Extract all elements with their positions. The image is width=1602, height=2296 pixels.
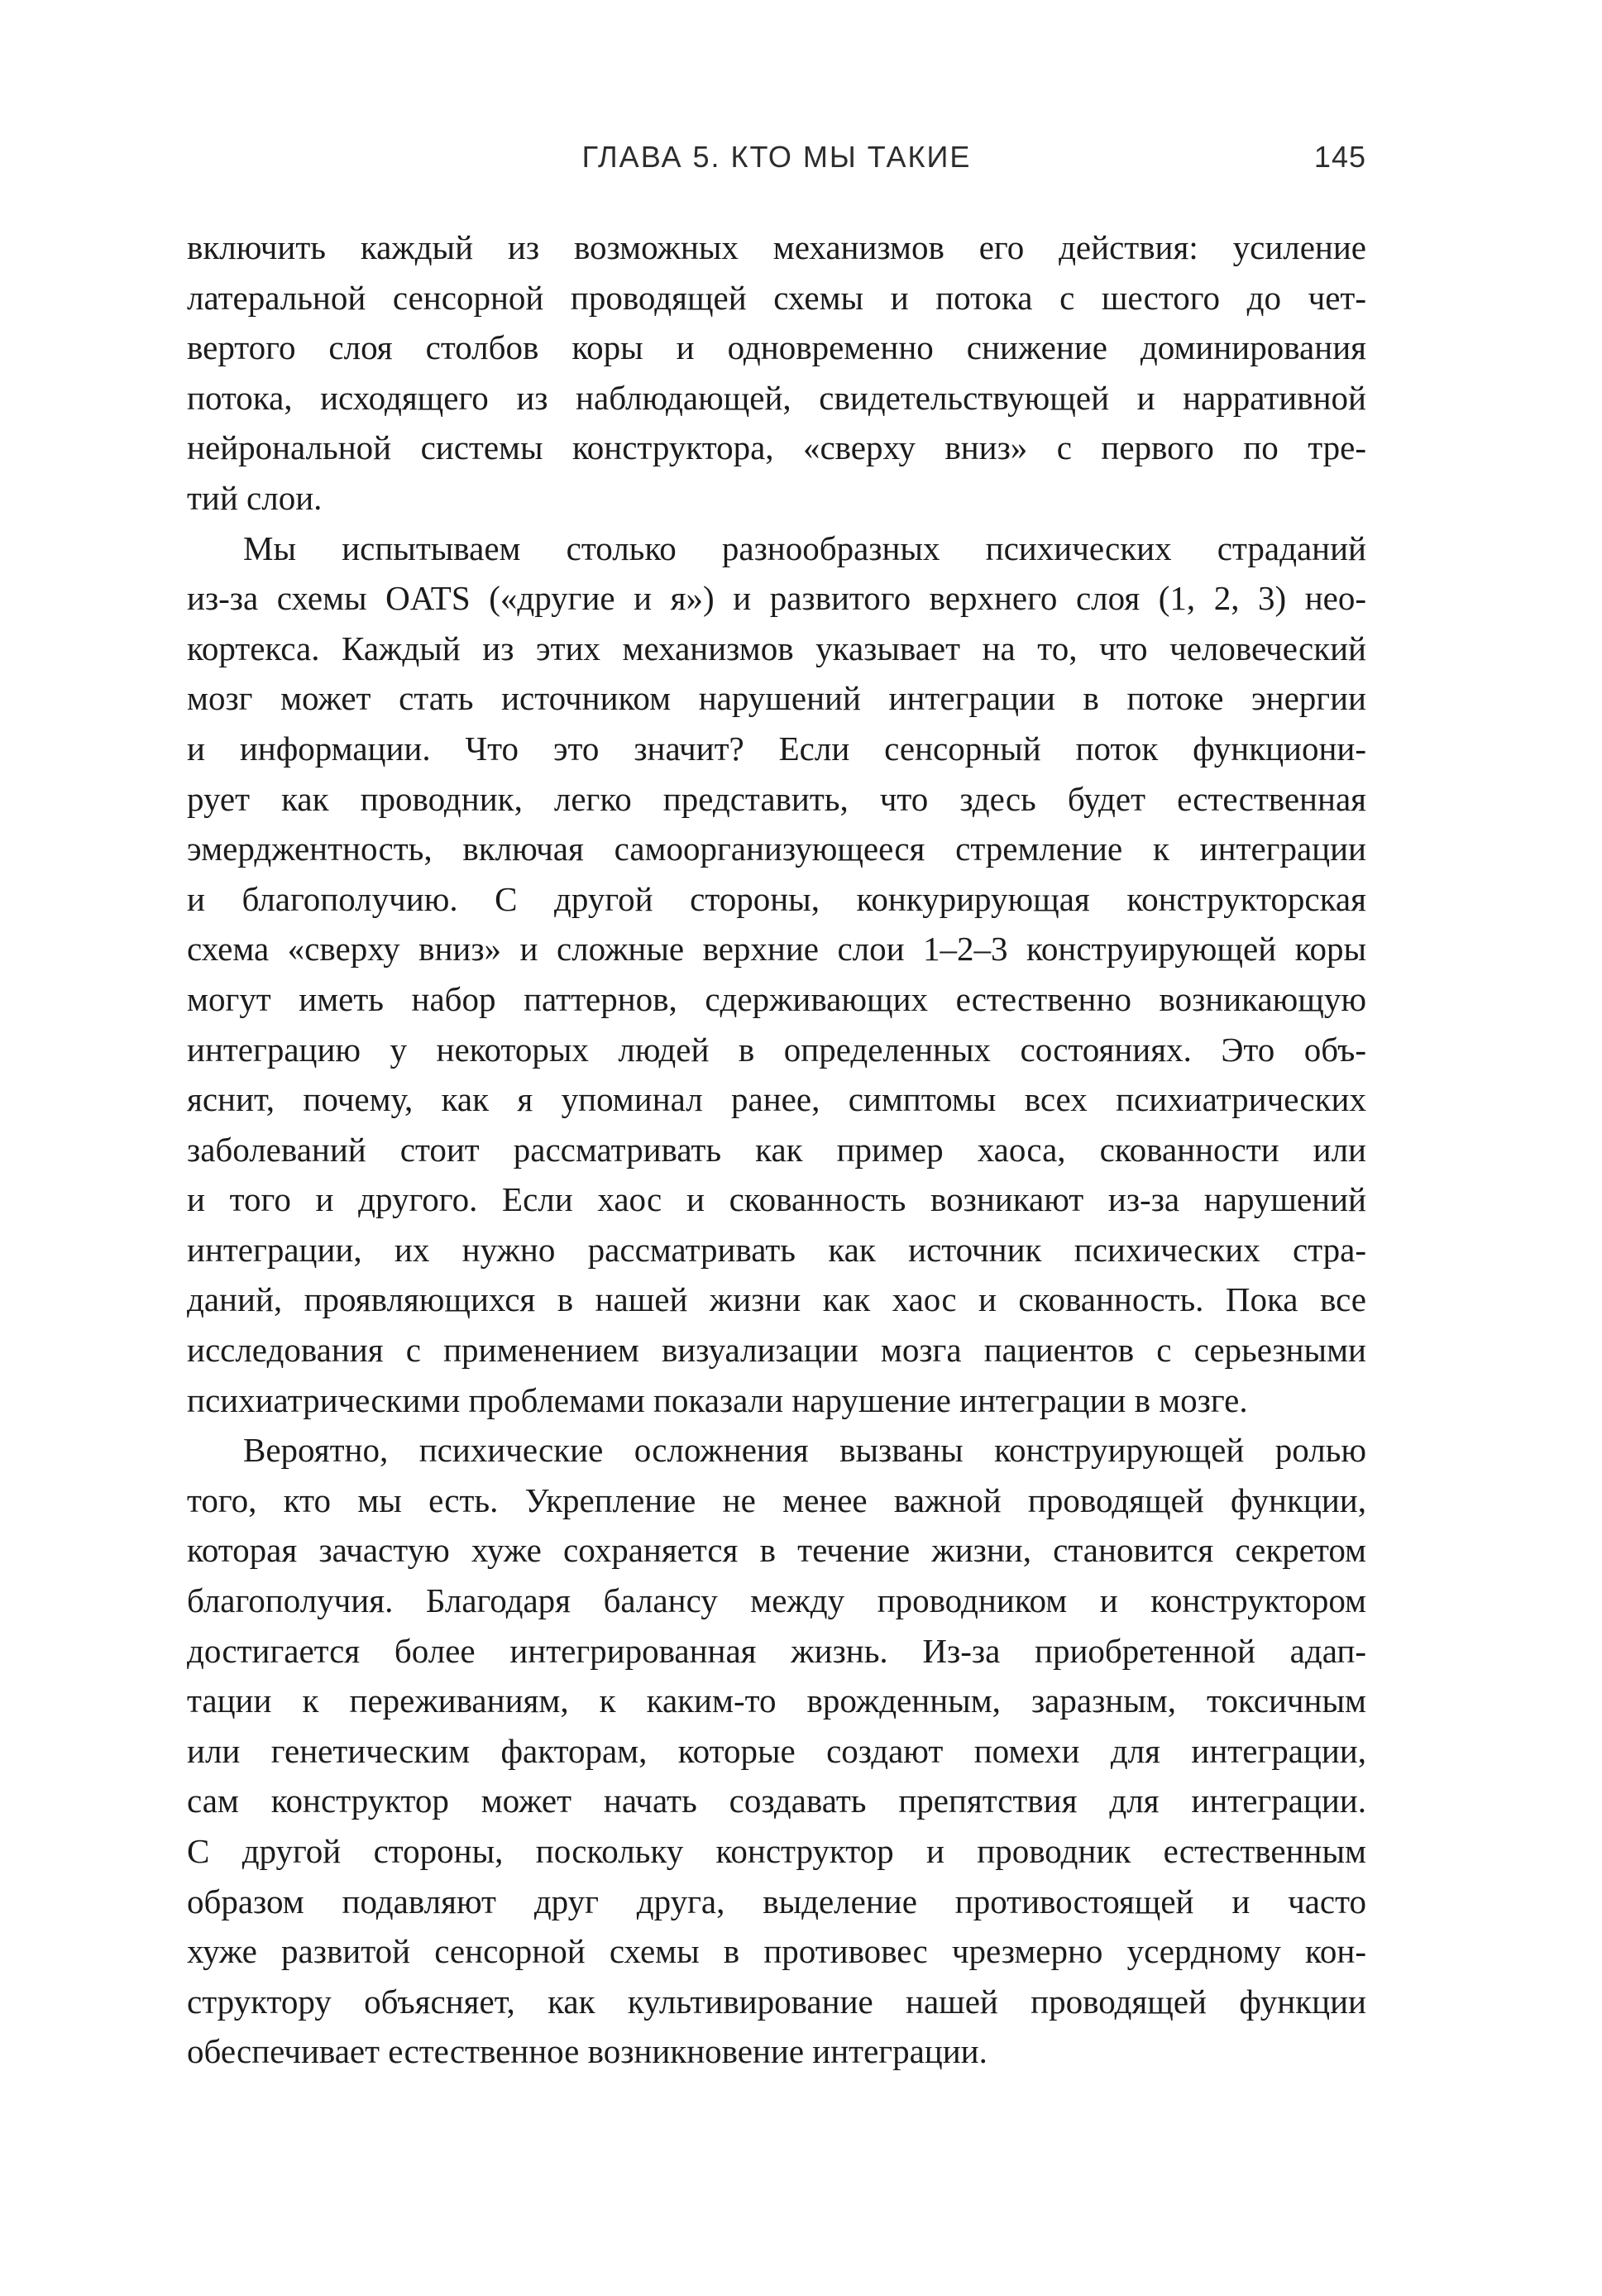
text-line: включить каждый из возможных механизмов его действия: усиление bbox=[187, 228, 1366, 266]
text-line: из-за схемы OATS («другие и я») и развитого верхнего слоя (1, 2, 3) нео- bbox=[187, 579, 1366, 618]
text-line: нейрональной системы конструктора, «сверху вниз» с первого по тре- bbox=[187, 428, 1366, 467]
text-line: вертого слоя столбов коры и одновременно снижение доминирования bbox=[187, 328, 1366, 367]
paragraph bbox=[187, 1425, 1366, 2077]
text-line: Мы испытываем столько разнообразных психических страданий bbox=[243, 529, 1366, 567]
text-line: достигается более интегрированная жизнь. Из-за приобретенной адап- bbox=[187, 1631, 1366, 1670]
running-head bbox=[187, 139, 1366, 179]
text-line: тации к переживаниям, к каким-то врожденным, заразным, токсичным bbox=[187, 1681, 1366, 1720]
text-line: образом подавляют друг друга, выделение противостоящей и часто bbox=[187, 1882, 1366, 1921]
text-line: которая зачастую хуже сохраняется в течение жизни, становится секретом bbox=[187, 1531, 1366, 1570]
text-line: хуже развитой сенсорной схемы в противовес чрезмерно усердному кон- bbox=[187, 1932, 1366, 1971]
text-line: яснит, почему, как я упоминал ранее, симптомы всех психиатрических bbox=[187, 1080, 1366, 1119]
text-line: мозг может стать источником нарушений интеграции в потоке энергии bbox=[187, 679, 1366, 718]
text-line: могут иметь набор паттернов, сдерживающих естественно возникающую bbox=[187, 979, 1366, 1018]
text-line: Вероятно, психические осложнения вызваны конструирующей ролью bbox=[243, 1431, 1366, 1470]
text-line: или генетическим факторам, которые создают помехи для интеграции, bbox=[187, 1731, 1366, 1770]
text-line: благополучия. Благодаря балансу между проводником и конструктором bbox=[187, 1581, 1366, 1620]
chapter-title: ГЛАВА 5. КТО МЫ ТАКИЕ bbox=[581, 140, 972, 174]
body-text bbox=[187, 222, 1366, 2077]
text-line: эмерджентность, включая самоорганизующееся стремление к интеграции bbox=[187, 830, 1366, 868]
paragraph bbox=[187, 222, 1366, 524]
text-line: того, кто мы есть. Укрепление не менее важной проводящей функции, bbox=[187, 1480, 1366, 1519]
text-line: интеграции, их нужно рассматривать как источник психических стра- bbox=[187, 1230, 1366, 1269]
text-line: схема «сверху вниз» и сложные верхние слои 1–2–3 конструирующей коры bbox=[187, 930, 1366, 969]
text-line: рует как проводник, легко представить, что здесь будет естественная bbox=[187, 779, 1366, 818]
text-line: сам конструктор может начать создавать препятствия для интеграции. bbox=[187, 1782, 1366, 1820]
text-line: интеграцию у некоторых людей в определенных состояниях. Это объ- bbox=[187, 1030, 1366, 1069]
text-line: С другой стороны, поскольку конструктор и проводник естественным bbox=[187, 1832, 1366, 1870]
text-line: заболеваний стоит рассматривать как пример хаоса, скованности или bbox=[187, 1130, 1366, 1169]
text-line: кортекса. Каждый из этих механизмов указывает на то, что человеческий bbox=[187, 629, 1366, 667]
text-line: и информации. Что это значит? Если сенсорный поток функциони- bbox=[187, 729, 1366, 768]
text-line: латеральной сенсорной проводящей схемы и потока с шестого до чет- bbox=[187, 278, 1366, 317]
page-number: 145 bbox=[1313, 140, 1366, 174]
text-line: и того и другого. Если хаос и скованность возникают из-за нарушений bbox=[187, 1180, 1366, 1219]
text-line: исследования с применением визуализации мозга пациентов с серьезными bbox=[187, 1331, 1366, 1370]
text-line: и благополучию. С другой стороны, конкурирующая конструкторская bbox=[187, 879, 1366, 918]
text-line: психиатрическими проблемами показали нарушение интеграции в мозге. bbox=[187, 1380, 1248, 1419]
text-line: даний, проявляющихся в нашей жизни как хаос и скованность. Пока все bbox=[187, 1280, 1366, 1319]
text-line: структору объясняет, как культивирование нашей проводящей функции bbox=[187, 1982, 1366, 2021]
paragraph bbox=[187, 524, 1366, 1426]
text-line: обеспечивает естественное возникновение интеграции. bbox=[187, 2032, 988, 2071]
text-line: потока, исходящего из наблюдающей, свидетельствующей и нарративной bbox=[187, 378, 1366, 417]
text-line: тий слои. bbox=[187, 478, 323, 517]
